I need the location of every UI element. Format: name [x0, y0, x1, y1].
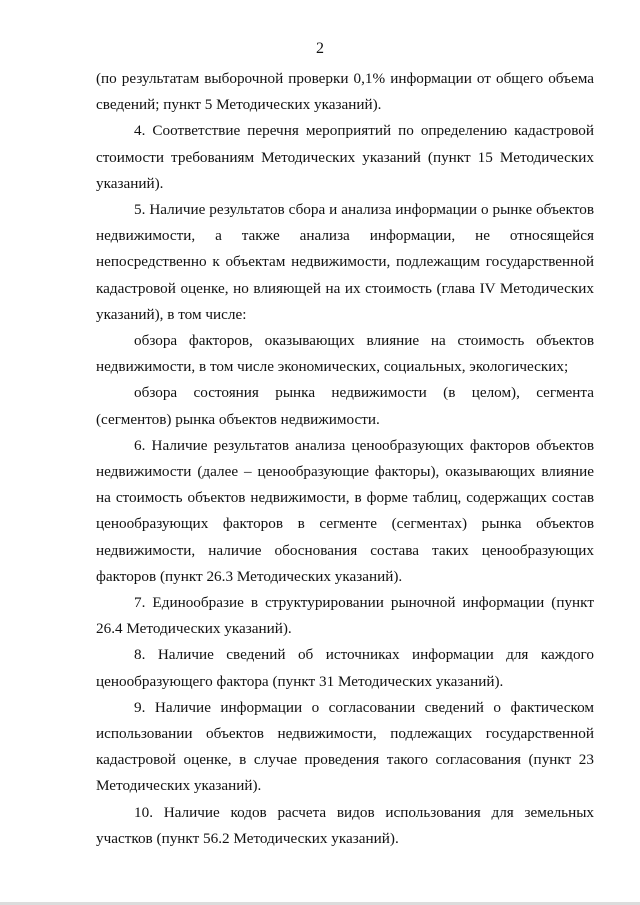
paragraph-item-5: 5. Наличие результатов сбора и анализа информации о рынке объектов недвижимости, а также анализа информации, не относящейся непосредственно к объектам недвижимости, подлежащим государственной кадастровой оценке, но влияющей на их стоимость (глава IV Методических указаний), в том числе:: [96, 201, 594, 323]
paragraph-item-6: 6. Наличие результатов анализа ценообразующих факторов объектов недвижимости (далее – ценообразующие факторы), оказывающих влияние на стоимость объектов недвижимости, в форме таблиц, содержащих состав ценообразующих факторов в сегменте (сегментах) рынка объектов недвижимости, наличие обоснования состава таких ценообразующих факторов (пункт 26.3 Методических указаний).: [96, 436, 594, 585]
paragraph-item-5-subitem-market: обзора состояния рынка недвижимости (в целом), сегмента (сегментов) рынка объектов недвижимости.: [96, 384, 594, 428]
page-number: 2: [316, 40, 324, 57]
paragraph-item-5-subitem-factors: обзора факторов, оказывающих влияние на стоимость объектов недвижимости, в том числе экономических, социальных, экологических;: [96, 332, 594, 376]
paragraph-item-7: 7. Единообразие в структурировании рыночной информации (пункт 26.4 Методических указаний).: [96, 594, 594, 638]
document-body: [96, 66, 594, 852]
paragraph-item-8: 8. Наличие сведений об источниках информации для каждого ценообразующего фактора (пункт 31 Методических указаний).: [96, 646, 594, 690]
paragraph-item-4: 4. Соответствие перечня мероприятий по определению кадастровой стоимости требованиям Методических указаний (пункт 15 Методических указаний).: [96, 122, 594, 192]
paragraph-item-9: 9. Наличие информации о согласовании сведений о фактическом использовании объектов недвижимости, подлежащих государственной кадастровой оценке, в случае проведения такого согласования (пункт 23 Методических указаний).: [96, 698, 594, 795]
paragraph-continuation: (по результатам выборочной проверки 0,1% информации от общего объема сведений; пункт 5 Методических указаний).: [96, 70, 594, 114]
paragraph-item-10: 10. Наличие кодов расчета видов использования для земельных участков (пункт 56.2 Методических указаний).: [96, 803, 594, 847]
